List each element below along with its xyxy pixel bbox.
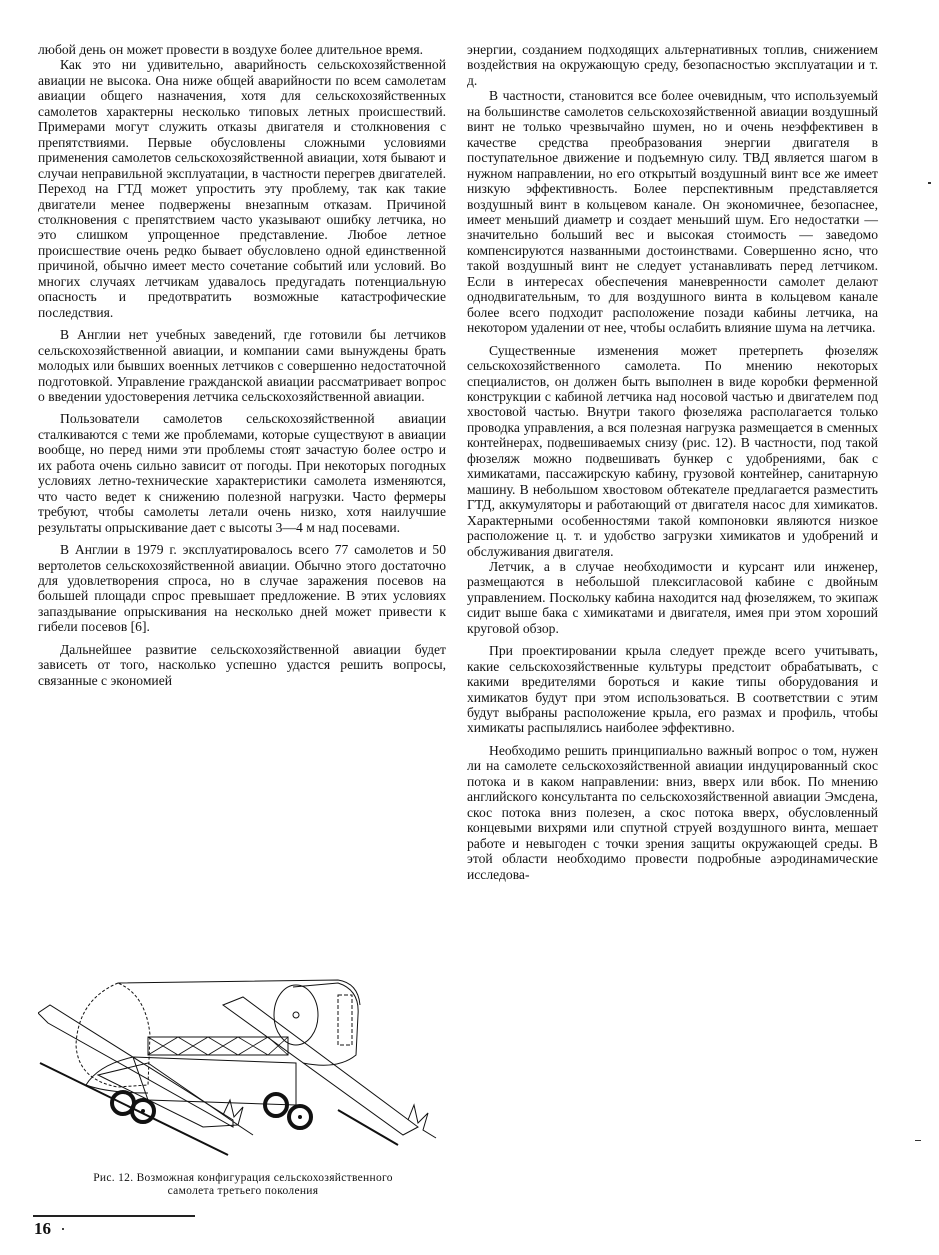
scan-artifact — [915, 1140, 921, 1141]
paragraph: любой день он может провести в воздухе более длительное время. — [38, 42, 424, 57]
paragraph: В Англии нет учебных заведений, где готовили бы летчиков сельскохозяйственной авиации, и компании сами вынуждены брать молодых или бывших военных летчиков с совершенно недостаточной подготовкой. Управление гражданской авиации рассматривает вопрос о введении удостоверения летчика сельскохозяйственной авиации. — [38, 327, 446, 404]
paragraph: Необходимо решить принципиально важный вопрос о том, нужен ли на самолете сельскохозяйственной авиации индуцированный скос потока и в каком направлении: вниз, вверх или вбок. По мнению английского консультанта по сельскохозяйственной авиации Эмсдена, скос потока вниз полезен, а скос потока вверх, обусловленный концевыми вихрями или спутной струей воздушного винта, мешает работе и невыгоден с точки зрения защиты окружающей среды. В этой области необходимо провести подробные аэродинамические исследова- — [467, 742, 878, 882]
paragraph: Пользователи самолетов сельскохозяйственной авиации сталкиваются с теми же проблемами, которые существуют в авиации вообще, но перед ними эти проблемы стоят зачастую более остро и их работа очень сильно зависит от погоды. При некоторых погодных условиях летно-технические характеристики самолета изменяются, что часто ведет к снижению полезной нагрузки. Часто фермеры требуют, чтобы самолеты летали очень низко, хотя наилучшие результаты опрыскивание дает с высоты 3—4 м над посевами. — [38, 411, 446, 535]
right-wing — [223, 997, 418, 1135]
paragraph: Летчик, а в случае необходимости и курсант или инженер, размещаются в небольшой плексигласовой кабине с двойным управлением. Поскольку кабина находится над фюзеляжем, то экипаж сидит выше бака с химикатами и двигателя, имея при этом хороший круговой обзор. — [467, 558, 878, 636]
left-column — [38, 42, 446, 688]
scan-artifact — [928, 182, 931, 184]
page-number: 16 — [34, 1219, 51, 1238]
footer-rule — [33, 1215, 195, 1217]
page-tick — [62, 1228, 64, 1230]
wheel-hub — [299, 1116, 302, 1119]
nose-fairing — [86, 1057, 148, 1093]
figure-caption — [38, 1172, 448, 1198]
duct-shroud — [293, 983, 358, 1065]
paragraph: В Англии в 1979 г. эксплуатировалось всего 77 самолетов и 50 вертолетов сельскохозяйственной авиации. Обычно этого достаточно для удовлетворения спроса, но в случае заражения посевов на большей площади спрос превышает предложение. В этих условиях запаздывание опрыскивания на несколько дней может привести к гибели посевов [6]. — [38, 542, 446, 635]
truss-top — [148, 1037, 288, 1055]
paragraph: Как это ни удивительно, аварийность сельскохозяйственной авиации не высока. Она ниже общей аварийности по всем самолетам авиации общего назначения, хотя для сельскохозяйственных самолетов характерны несколько типовых летных происшествий. Примерами могут служить отказы двигателя и столкновения с препятствиями. Первые обусловлены сложными условиями применения самолетов сельскохозяйственной авиации, хотя бывают и случаи неправильной эксплуатации, в частности перегрев двигателей. Переход на ГТД может упростить эту проблему, так как такие двигатели менее подвержены внезапным отказам. Причиной столкновения с препятствием часто указывают ошибку летчика, но это слишком упрощенное представление. Любое летное происшествие очень редко бывает обусловлено одной единственной причиной, обычно имеет место сочетание событий или условий. Во многих случаях летчикам удавалось предугадать потенциальную опасность и предотвратить возможные катастрофические последствия. — [38, 57, 446, 320]
wingtip-fin-right — [408, 1105, 436, 1138]
paragraph: При проектировании крыла следует прежде всего учитывать, какие сельскохозяйственные культуры предстоит обрабатывать, с какими вредителями бороться и какие типы оборудования и химикатов будут при этом использоваться. В соответствии с этим будут выбраны расположение крыла, его размах и профиль, чтобы химикаты распылялись наиболее эффективно. — [467, 643, 878, 736]
caption-line: Рис. 12. Возможная конфигурация сельскохозяйственного — [93, 1172, 393, 1184]
paragraph: В частности, становится все более очевидным, что используемый на большинстве самолетов сельскохозяйственной авиации воздушный винт не только чрезвычайно шумен, но и очень неэффективен в качестве средства преобразования энергии двигателя в поступательное движение и подъемную силу. ТВД является шагом в нужном направлении, но его открытый воздушный винт все же имеет низкую эффективность. Более перспективным представляется воздушный винт в кольцевом канале. Он экономичнее, безопаснее, имеет меньший диаметр и создает меньший шум. Его недостатки — значительно больший вес и высокая стоимость — заведомо компенсируются названными достоинствами. Совершенно ясно, что такой воздушный винт не следует устанавливать перед летчиком. Если в интересах обеспечения маневренности самолет делают однодвигательным, то для воздушного винта в кольцевом канале более всего подходит расположение позади кабины летчика, на некотором удалении от нее, чтобы ослабить влияние шума на летчика. — [467, 88, 878, 336]
upper-outline — [118, 980, 360, 1005]
wheel-hub — [142, 1110, 145, 1113]
paragraph: Дальнейшее развитие сельскохозяйственной авиации будет зависеть от того, насколько успешно удастся решить вопросы, связанные с экономией — [38, 641, 446, 688]
paragraph: Существенные изменения может претерпеть фюзеляж сельскохозяйственного самолета. По мнению некоторых специалистов, он должен быть выполнен в виде коробки ферменной конструкции с кабиной летчика над носовой частью и двигателем под хвостовой частью. Внутри такого фюзеляжа располагается только проводка управления, а вся полезная нагрузка размещается в сменных контейнерах, подвешиваемых снизу (рис. 12). В частности, под такой фюзеляж можно подвешивать бункер с удобрениями, бак с химикатами, пассажирскую кабину, грузовой контейнер, санитарную машину. В небольшом хвостовом обтекателе предлагается разместить ГТД, аккумуляторы и работающий от двигателя насос для химикатов. Характерными особенностями такой компоновки являются низкое расположение ц. т. и удобство загрузки химикатов и удобрений и обслуживания двигателя. — [467, 342, 878, 559]
aircraft-illustration — [38, 975, 458, 1175]
truss-diagonals — [148, 1037, 288, 1055]
fan-hub — [293, 1012, 299, 1018]
caption-line: самолета третьего поколения — [167, 1185, 319, 1197]
paragraph: энергии, созданием подходящих альтернативных топлив, снижением воздействия на окружающую среду, безопасностью эксплуатации и т. д. — [467, 42, 878, 88]
left-wing-lower — [98, 1063, 238, 1127]
spray-boom-right — [338, 1110, 398, 1145]
right-column — [467, 42, 878, 882]
fuselage-box — [133, 1057, 296, 1105]
duct-panel — [338, 995, 352, 1045]
